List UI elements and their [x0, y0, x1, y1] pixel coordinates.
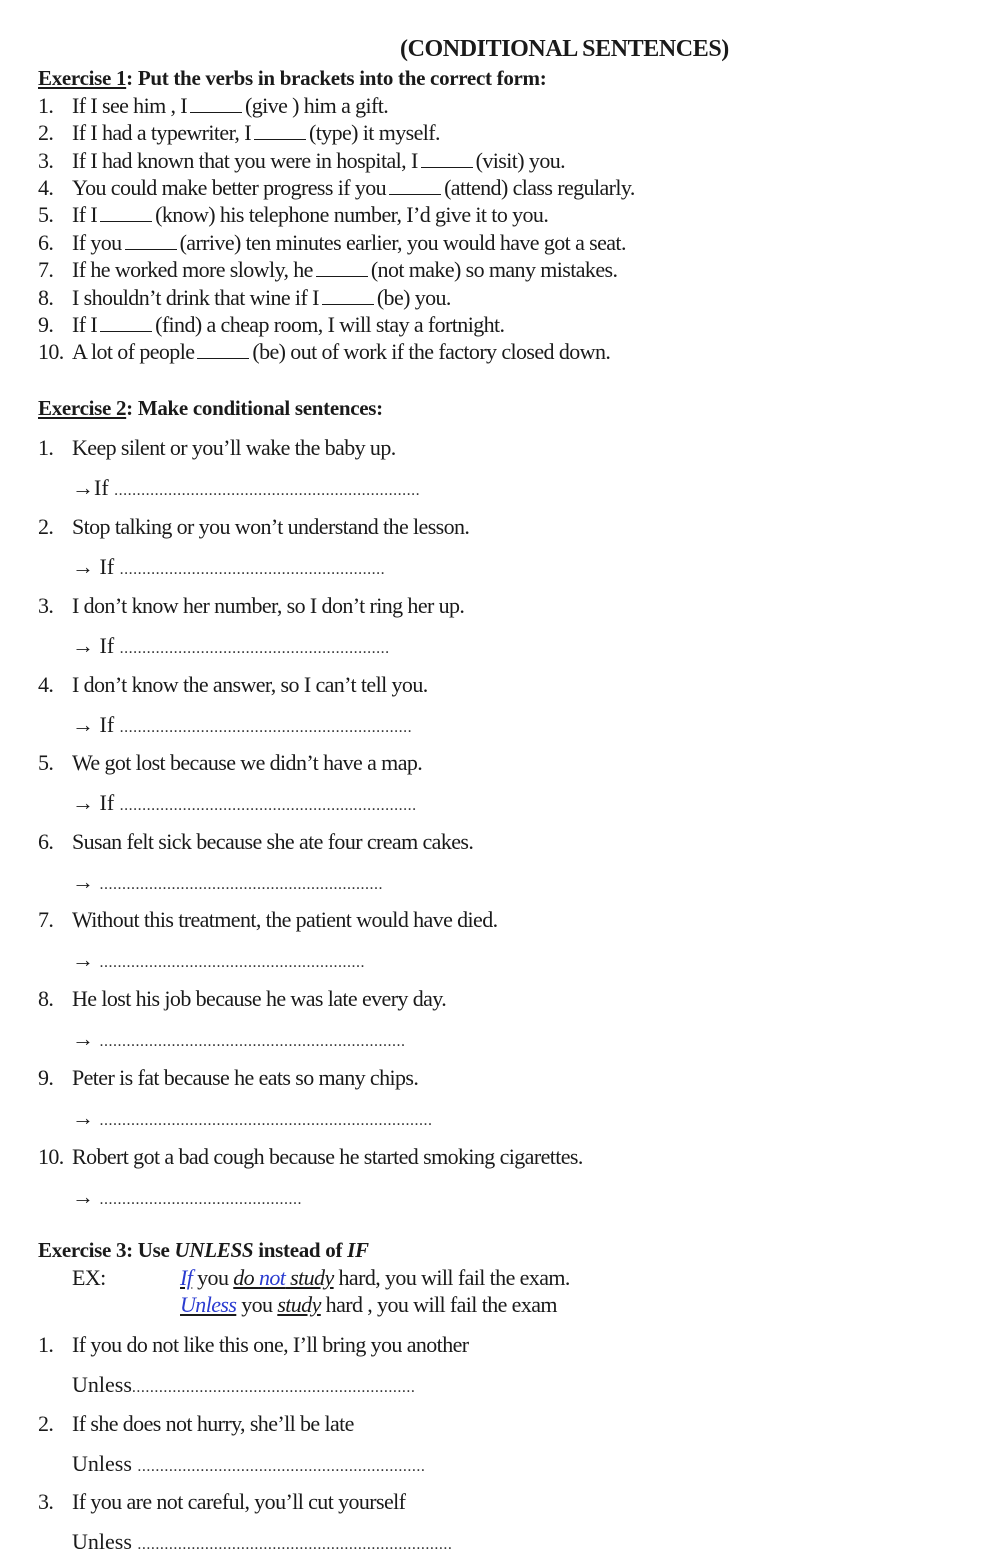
exercise-3-sentence — [38, 1489, 405, 1515]
exercise-3-sentence — [38, 1332, 469, 1358]
item-text-before: If I had known that you were in hospital, I — [72, 148, 418, 173]
answer-dots[interactable]: ............................................. — [99, 1191, 302, 1208]
item-number: 8. — [38, 986, 54, 1011]
example-do: do — [233, 1265, 259, 1290]
exercise-3-sentence — [38, 1411, 354, 1437]
item-text-after: (be) out of work if the factory closed down. — [252, 339, 611, 364]
answer-blank[interactable] — [100, 203, 152, 222]
item-sentence: I don’t know her number, so I don’t ring her up. — [72, 593, 465, 618]
exercise-2-sentence — [38, 514, 469, 540]
answer-dots[interactable]: .................................................................. — [119, 797, 417, 814]
exercise-1-label: Exercise 1 — [38, 66, 127, 90]
example-text: hard , you will fail the exam — [320, 1292, 557, 1317]
item-number: 3. — [38, 1489, 54, 1514]
exercise-2-answer-line[interactable] — [72, 869, 383, 898]
item-text-after: (visit) you. — [475, 148, 566, 173]
item-sentence: Keep silent or you’ll wake the baby up. — [72, 435, 396, 460]
item-sentence: Stop talking or you won’t understand the lesson. — [72, 514, 470, 539]
item-number: 2. — [38, 514, 54, 539]
example-line-2 — [180, 1292, 557, 1318]
answer-dots[interactable]: .................................................................... — [99, 1033, 406, 1050]
unless-prompt: Unless — [72, 1529, 138, 1554]
item-number: 2. — [38, 1411, 54, 1436]
item-text-after: (find) a cheap room, I will stay a fortnight. — [155, 312, 505, 337]
item-number: 1. — [38, 435, 54, 460]
answer-blank[interactable] — [316, 258, 368, 277]
example-text: hard, you will fail the exam. — [333, 1265, 570, 1290]
item-sentence: Robert got a bad cough because he started smoking cigarettes. — [72, 1144, 583, 1169]
arrow-icon: → — [72, 1184, 94, 1209]
arrow-icon: → If — [72, 633, 115, 658]
answer-dots[interactable]: ............................................................... — [99, 876, 383, 893]
item-number: 3. — [38, 593, 54, 618]
item-sentence: If you are not careful, you’ll cut yourself — [72, 1489, 406, 1514]
item-text-after: (arrive) ten minutes earlier, you would have got a seat. — [179, 230, 626, 255]
item-text-after: (not make) so many mistakes. — [370, 257, 618, 282]
exercise-1-item — [38, 230, 626, 256]
exercise-2-sentence — [38, 829, 473, 855]
item-number: 6. — [38, 829, 54, 854]
answer-dots[interactable]: ................................................................. — [119, 719, 413, 736]
exercise-3-mid: instead of — [253, 1238, 348, 1262]
exercise-2-answer-line[interactable] — [72, 633, 390, 662]
answer-dots[interactable]: ........................................................... — [119, 561, 386, 578]
exercise-1-item — [38, 202, 548, 228]
exercise-1-item — [38, 120, 440, 146]
example-label: EX: — [72, 1265, 106, 1290]
unless-prompt: Unless — [72, 1451, 138, 1476]
exercise-2-answer-line[interactable] — [72, 554, 385, 583]
item-number: 7. — [38, 257, 54, 282]
item-number: 2. — [38, 120, 54, 145]
item-number: 9. — [38, 1065, 54, 1090]
unless-prompt: Unless — [72, 1372, 132, 1397]
item-number: 10. — [38, 1144, 64, 1169]
exercise-2-sentence — [38, 1144, 583, 1170]
exercise-3-heading — [38, 1237, 369, 1263]
item-sentence: He lost his job because he was late every day. — [72, 986, 447, 1011]
exercise-2-label: Exercise 2 — [38, 396, 127, 420]
item-text-before: You could make better progress if you — [72, 175, 387, 200]
exercise-2-sentence — [38, 986, 446, 1012]
exercise-1-item — [38, 148, 565, 174]
item-number: 4. — [38, 672, 54, 697]
item-sentence: If you do not like this one, I’ll bring you another — [72, 1332, 469, 1357]
exercise-2-answer-line[interactable] — [72, 790, 417, 819]
item-sentence: Peter is fat because he eats so many chips. — [72, 1065, 419, 1090]
exercise-2-answer-line[interactable] — [72, 475, 420, 504]
item-text-before: If I — [72, 202, 98, 227]
exercise-1-item — [38, 285, 451, 311]
exercise-3-unless: UNLESS — [174, 1238, 254, 1262]
item-text-before: I shouldn’t drink that wine if I — [72, 285, 319, 310]
item-text-before: If I — [72, 312, 98, 337]
answer-dots[interactable]: .......................................................................... — [99, 1112, 433, 1129]
item-text-before: If I see him , I — [72, 93, 188, 118]
item-number: 3. — [38, 148, 54, 173]
answer-blank[interactable] — [190, 94, 242, 113]
item-sentence: If she does not hurry, she’ll be late — [72, 1411, 354, 1436]
item-text-before: If he worked more slowly, he — [72, 257, 313, 282]
item-number: 9. — [38, 312, 54, 337]
arrow-icon: → — [72, 1105, 94, 1130]
exercise-2-sentence — [38, 593, 464, 619]
answer-blank[interactable] — [421, 149, 473, 168]
exercise-2-sentence — [38, 672, 428, 698]
arrow-icon: → — [72, 947, 94, 972]
item-number: 1. — [38, 93, 54, 118]
item-text-after: (give ) him a gift. — [245, 93, 389, 118]
answer-blank[interactable] — [322, 286, 374, 305]
item-text-after: (attend) class regularly. — [444, 175, 635, 200]
item-sentence: I don’t know the answer, so I can’t tell you. — [72, 672, 428, 697]
item-text-before: A lot of people — [72, 339, 195, 364]
item-number: 5. — [38, 750, 54, 775]
item-number: 5. — [38, 202, 54, 227]
answer-blank[interactable] — [197, 340, 249, 359]
example-text: you — [236, 1292, 278, 1317]
item-number: 1. — [38, 1332, 54, 1357]
item-sentence: Without this treatment, the patient would have died. — [72, 907, 498, 932]
example-study: study — [277, 1292, 321, 1317]
item-text-after: (know) his telephone number, I’d give it to you. — [155, 202, 549, 227]
exercise-2-sentence — [38, 1065, 418, 1091]
exercise-2-answer-line[interactable] — [72, 712, 412, 741]
exercise-2-sentence — [38, 750, 422, 776]
arrow-icon: → — [72, 1026, 94, 1051]
arrow-icon: → If — [72, 712, 115, 737]
exercise-2-instruction: : Make conditional sentences: — [126, 396, 383, 420]
exercise-1-heading — [38, 65, 546, 91]
example-line-1 — [180, 1265, 570, 1291]
exercise-3-answer-line[interactable] — [72, 1529, 452, 1558]
arrow-icon: → — [72, 869, 94, 894]
example-text: you — [192, 1265, 234, 1290]
arrow-icon: →If — [72, 475, 109, 500]
exercise-1-item — [38, 93, 388, 119]
exercise-2-answer-line[interactable] — [72, 1184, 302, 1213]
example-study: study — [285, 1265, 334, 1290]
exercise-3-if: IF — [347, 1238, 369, 1262]
exercise-1-item — [38, 257, 617, 283]
item-text-before: If you — [72, 230, 122, 255]
exercise-2-answer-line[interactable] — [72, 1105, 433, 1134]
answer-blank[interactable] — [125, 231, 177, 250]
exercise-1-instruction: : Put the verbs in brackets into the correct form: — [126, 66, 547, 90]
answer-dots[interactable]: .................................................................... — [114, 482, 421, 499]
answer-blank[interactable] — [254, 121, 306, 140]
arrow-icon: → If — [72, 554, 115, 579]
exercise-2-answer-line[interactable] — [72, 947, 365, 976]
answer-dots[interactable]: ............................................................... — [131, 1379, 416, 1396]
item-number: 10. — [38, 339, 64, 364]
item-number: 6. — [38, 230, 54, 255]
example-not: not — [258, 1265, 286, 1290]
exercise-2-answer-line[interactable] — [72, 1026, 406, 1055]
exercise-3-answer-line[interactable] — [72, 1372, 415, 1401]
arrow-icon: → If — [72, 790, 115, 815]
exercise-2-sentence — [38, 907, 498, 933]
item-sentence: We got lost because we didn’t have a map. — [72, 750, 423, 775]
answer-dots[interactable]: ........................................................... — [99, 954, 365, 971]
exercise-3-prefix: Exercise 3: Use — [38, 1238, 175, 1262]
answer-blank[interactable] — [389, 176, 441, 195]
exercise-2-sentence — [38, 435, 396, 461]
answer-dots[interactable]: ................................................................ — [137, 1458, 426, 1475]
exercise-1-item — [38, 175, 635, 201]
item-text-before: If I had a typewriter, I — [72, 120, 251, 145]
exercise-2-heading — [38, 395, 383, 421]
exercise-1-item — [38, 339, 610, 365]
answer-blank[interactable] — [100, 313, 152, 332]
answer-dots[interactable]: ...................................................................... — [137, 1536, 453, 1553]
item-number: 8. — [38, 285, 54, 310]
exercise-3-answer-line[interactable] — [72, 1451, 425, 1480]
exercise-1-item — [38, 312, 504, 338]
item-sentence: Susan felt sick because she ate four cream cakes. — [72, 829, 474, 854]
item-number: 7. — [38, 907, 54, 932]
item-text-after: (be) you. — [376, 285, 451, 310]
example-if: If — [180, 1265, 193, 1290]
answer-dots[interactable]: ............................................................ — [119, 640, 390, 657]
page-title: (CONDITIONAL SENTENCES) — [400, 36, 729, 62]
item-text-after: (type) it myself. — [308, 120, 440, 145]
item-number: 4. — [38, 175, 54, 200]
example-unless: Unless — [180, 1292, 237, 1317]
